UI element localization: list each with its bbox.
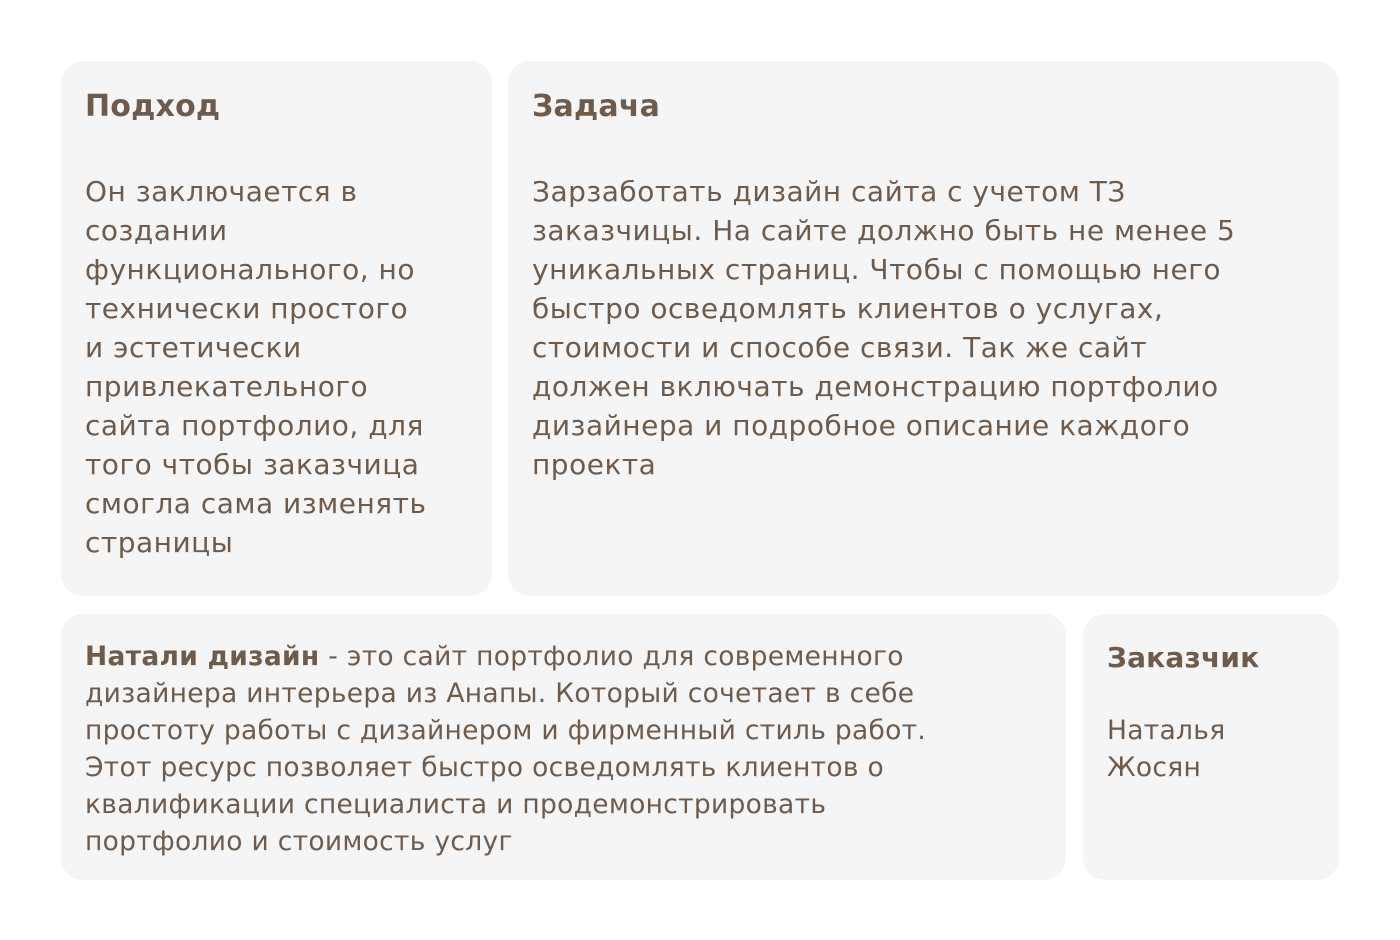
about-name: Натали дизайн (85, 641, 320, 672)
about-card (61, 614, 1066, 880)
approach-card (61, 61, 492, 596)
approach-title: Подход (85, 89, 221, 124)
task-text: Зарзаботать дизайн сайта с учетом ТЗ заказчицы. На сайте должно быть не менее 5 уникальных страниц. Чтобы с помощью него быстро осведомлять клиентов о услугах, стоимости и способе связи. Так же сайт должен включать демонстрацию портфолио дизайнера и подробное описание каждого проекта (532, 175, 1236, 481)
client-card (1083, 614, 1339, 880)
client-title: Заказчик (1107, 641, 1260, 674)
client-name: Наталья Жосян (1107, 715, 1226, 783)
task-title: Задача (532, 89, 661, 124)
about-description: - это сайт портфолио для современного дизайнера интерьера из Анапы. Который сочетает в себе простоту работы с дизайнером и фирменный стиль работ. Этот ресурс позволяет быстро осведомлять клиентов о квалификации специалиста и продемонстрировать портфолио и стоимость услуг (85, 641, 927, 857)
task-card (508, 61, 1339, 596)
about-text (85, 638, 926, 860)
approach-text: Он заключается в создании функционального, но технически простого и эстетически привлекательного сайта портфолио, для того чтобы заказчица смогла сама изменять страницы (85, 175, 427, 559)
